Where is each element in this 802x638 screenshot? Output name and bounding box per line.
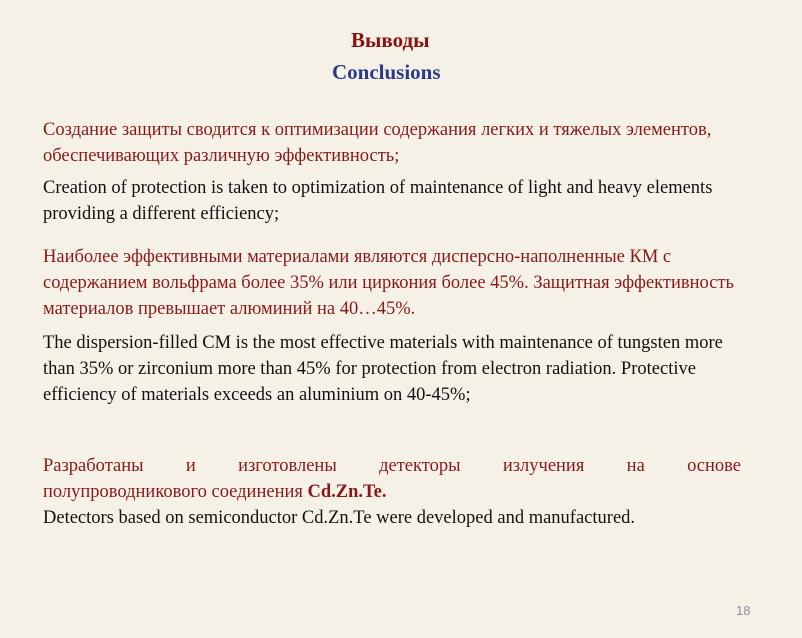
paragraph-3-ru-line2: полупроводникового соединения bbox=[43, 482, 303, 502]
slide-title-ru: Выводы bbox=[351, 28, 430, 52]
paragraph-1-ru: Создание защиты сводится к оптимизации содержания легких и тяжелых элементов, обеспечивающих различную эффективность; bbox=[43, 120, 712, 166]
paragraph-1-en: Creation of protection is taken to optimization of maintenance of light and heavy elements providing a different efficiency; bbox=[43, 178, 713, 224]
page-number: 18 bbox=[736, 603, 751, 618]
slide-title-en: Conclusions bbox=[332, 60, 441, 84]
paragraph-2-en: The dispersion-filled CM is the most effective materials with maintenance of tungsten more than 35% or zirconium more than 45% for protection from electron radiation. Protective efficiency of materials exceeds an aluminium on 40-45%; bbox=[43, 333, 723, 405]
paragraph-3-ru-line1: Разработаны и изготовлены детекторы излучения на основе bbox=[43, 456, 741, 476]
paragraph-2-ru: Наиболее эффективными материалами являются дисперсно-наполненные КМ с содержанием вольфрама более 35% или циркония более 45%. Защитная эффективность материалов превышает алюминий на 40…45%. bbox=[43, 247, 734, 319]
paragraph-3-ru bbox=[43, 453, 741, 505]
paragraph-3-ru-bold-formula: Cd.Zn.Te. bbox=[307, 482, 387, 502]
paragraph-3-en: Detectors based on semiconductor Cd.Zn.Te were developed and manufactured. bbox=[43, 508, 636, 528]
